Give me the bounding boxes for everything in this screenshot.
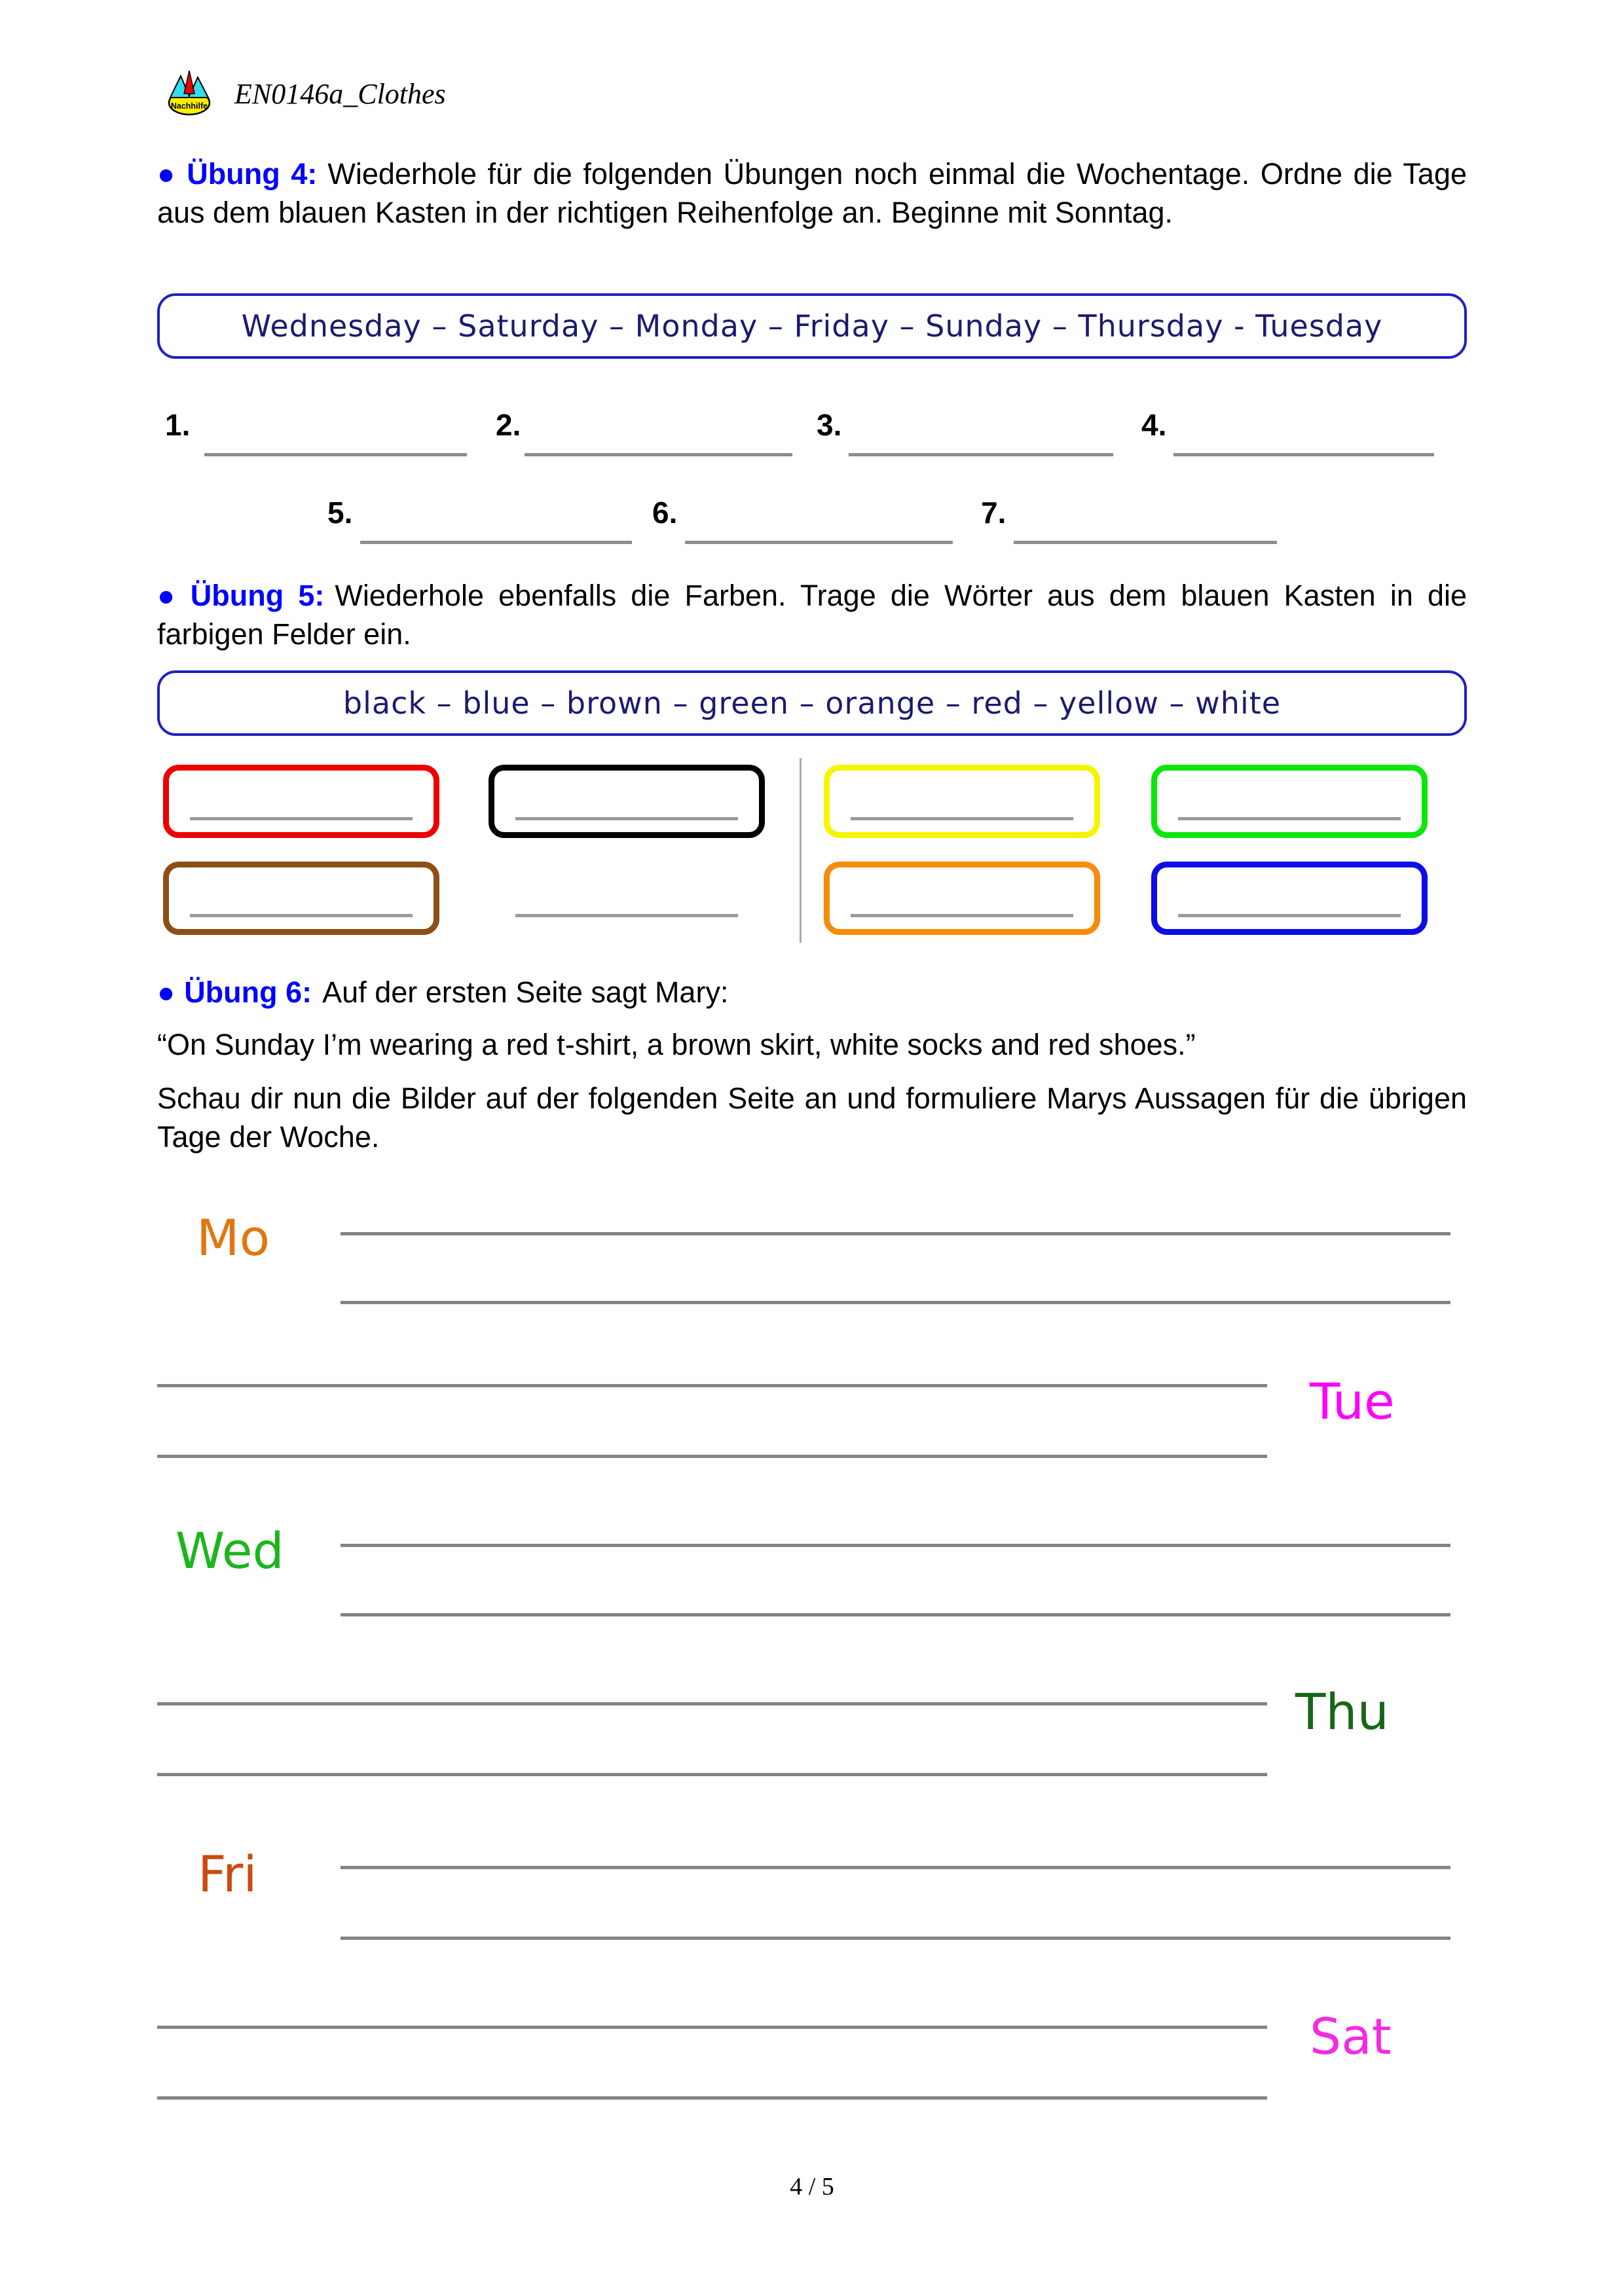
- exercise6-label: Übung 6:: [184, 975, 312, 1009]
- word-bank-colors: [157, 670, 1467, 736]
- day-label-fri: Fri: [198, 1845, 257, 1903]
- day-label-mo: Mo: [196, 1209, 270, 1267]
- writing-line: [341, 1544, 1450, 1547]
- color-box-write-line: [851, 914, 1073, 917]
- blank-number-4: 4.: [1141, 408, 1167, 442]
- writing-line: [341, 1866, 1450, 1869]
- blank-line-4: [1173, 453, 1434, 456]
- word-bank-days-text: Wednesday – Saturday – Monday – Friday – Sunday – Thursday - Tuesday: [241, 308, 1383, 344]
- page-number: 4 / 5: [790, 2173, 834, 2200]
- blank-line-5: [360, 541, 632, 544]
- blank-line-2: [525, 453, 792, 456]
- blank-number-5: 5.: [327, 496, 353, 530]
- writing-line: [341, 1937, 1450, 1940]
- color-box-write-line: [190, 914, 413, 917]
- blank-number-3: 3.: [817, 408, 842, 442]
- blank-line-1: [204, 453, 467, 456]
- exercise6-heading: [157, 973, 1467, 1011]
- color-box-white: [489, 862, 765, 935]
- color-box-yellow: [824, 765, 1100, 838]
- day-label-wed: Wed: [175, 1522, 284, 1580]
- writing-line: [341, 1232, 1450, 1235]
- bullet-icon: ●: [157, 157, 178, 191]
- color-box-write-line: [515, 817, 738, 820]
- day-label-sat: Sat: [1310, 2007, 1392, 2066]
- word-bank-colors-text: black – blue – brown – green – orange – red – yellow – white: [342, 685, 1282, 721]
- color-box-blue: [1151, 862, 1428, 935]
- color-box-write-line: [190, 817, 413, 820]
- bullet-icon: ●: [157, 579, 181, 612]
- exercise4-label: Übung 4:: [187, 157, 318, 191]
- writing-line: [157, 1773, 1267, 1776]
- writing-line: [157, 1455, 1267, 1458]
- blank-number-6: 6.: [652, 496, 678, 530]
- writing-line: [157, 2026, 1267, 2029]
- day-label-thu: Thu: [1295, 1683, 1389, 1741]
- blank-number-1: 1.: [165, 408, 191, 442]
- bullet-icon: ●: [157, 975, 175, 1009]
- color-box-red: [163, 765, 439, 838]
- divider-line: [800, 758, 802, 943]
- exercise6-intro: Auf der ersten Seite sagt Mary:: [322, 975, 729, 1009]
- blank-number-2: 2.: [496, 408, 521, 442]
- word-bank-days: [157, 293, 1467, 359]
- blank-line-3: [849, 453, 1113, 456]
- blank-line-6: [685, 541, 953, 544]
- blank-number-7: 7.: [981, 496, 1006, 530]
- color-box-write-line: [1178, 914, 1401, 917]
- nachhilfe-logo-icon: [168, 67, 211, 122]
- day-label-tue: Tue: [1310, 1372, 1395, 1430]
- logo-text: Nachhilfe: [170, 101, 208, 111]
- color-box-brown: [163, 862, 439, 935]
- color-box-orange: [824, 862, 1100, 935]
- exercise4-instructions: [157, 155, 1467, 232]
- document-title: EN0146a_Clothes: [234, 78, 446, 110]
- writing-line: [341, 1301, 1450, 1304]
- exercise5-text: Wiederhole ebenfalls die Farben. Trage die Wörter aus dem blauen Kasten in die farbigen Felder ein.: [157, 579, 1467, 651]
- color-box-write-line: [1178, 817, 1401, 820]
- writing-line: [157, 1384, 1267, 1387]
- exercise5-instructions: [157, 576, 1467, 653]
- exercise6-text: Schau dir nun die Bilder auf der folgenden Seite an und formuliere Marys Aussagen für die übrigen Tage der Woche.: [157, 1082, 1467, 1154]
- mary-quote: “On Sunday I’m wearing a red t-shirt, a brown skirt, white socks and red shoes.”: [157, 1028, 1196, 1061]
- color-box-write-line: [851, 817, 1073, 820]
- color-box-black: [489, 765, 765, 838]
- writing-line: [341, 1613, 1450, 1616]
- blank-line-7: [1014, 541, 1277, 544]
- writing-line: [157, 2096, 1267, 2100]
- exercise5-label: Übung 5:: [190, 579, 325, 612]
- color-box-green: [1151, 765, 1428, 838]
- color-box-write-line: [515, 914, 738, 917]
- writing-line: [157, 1702, 1267, 1705]
- exercise4-text: Wiederhole für die folgenden Übungen noch einmal die Wochentage. Ordne die Tage aus dem blauen Kasten in der richtigen Reihenfolge an. Beginne mit Sonntag.: [157, 157, 1467, 229]
